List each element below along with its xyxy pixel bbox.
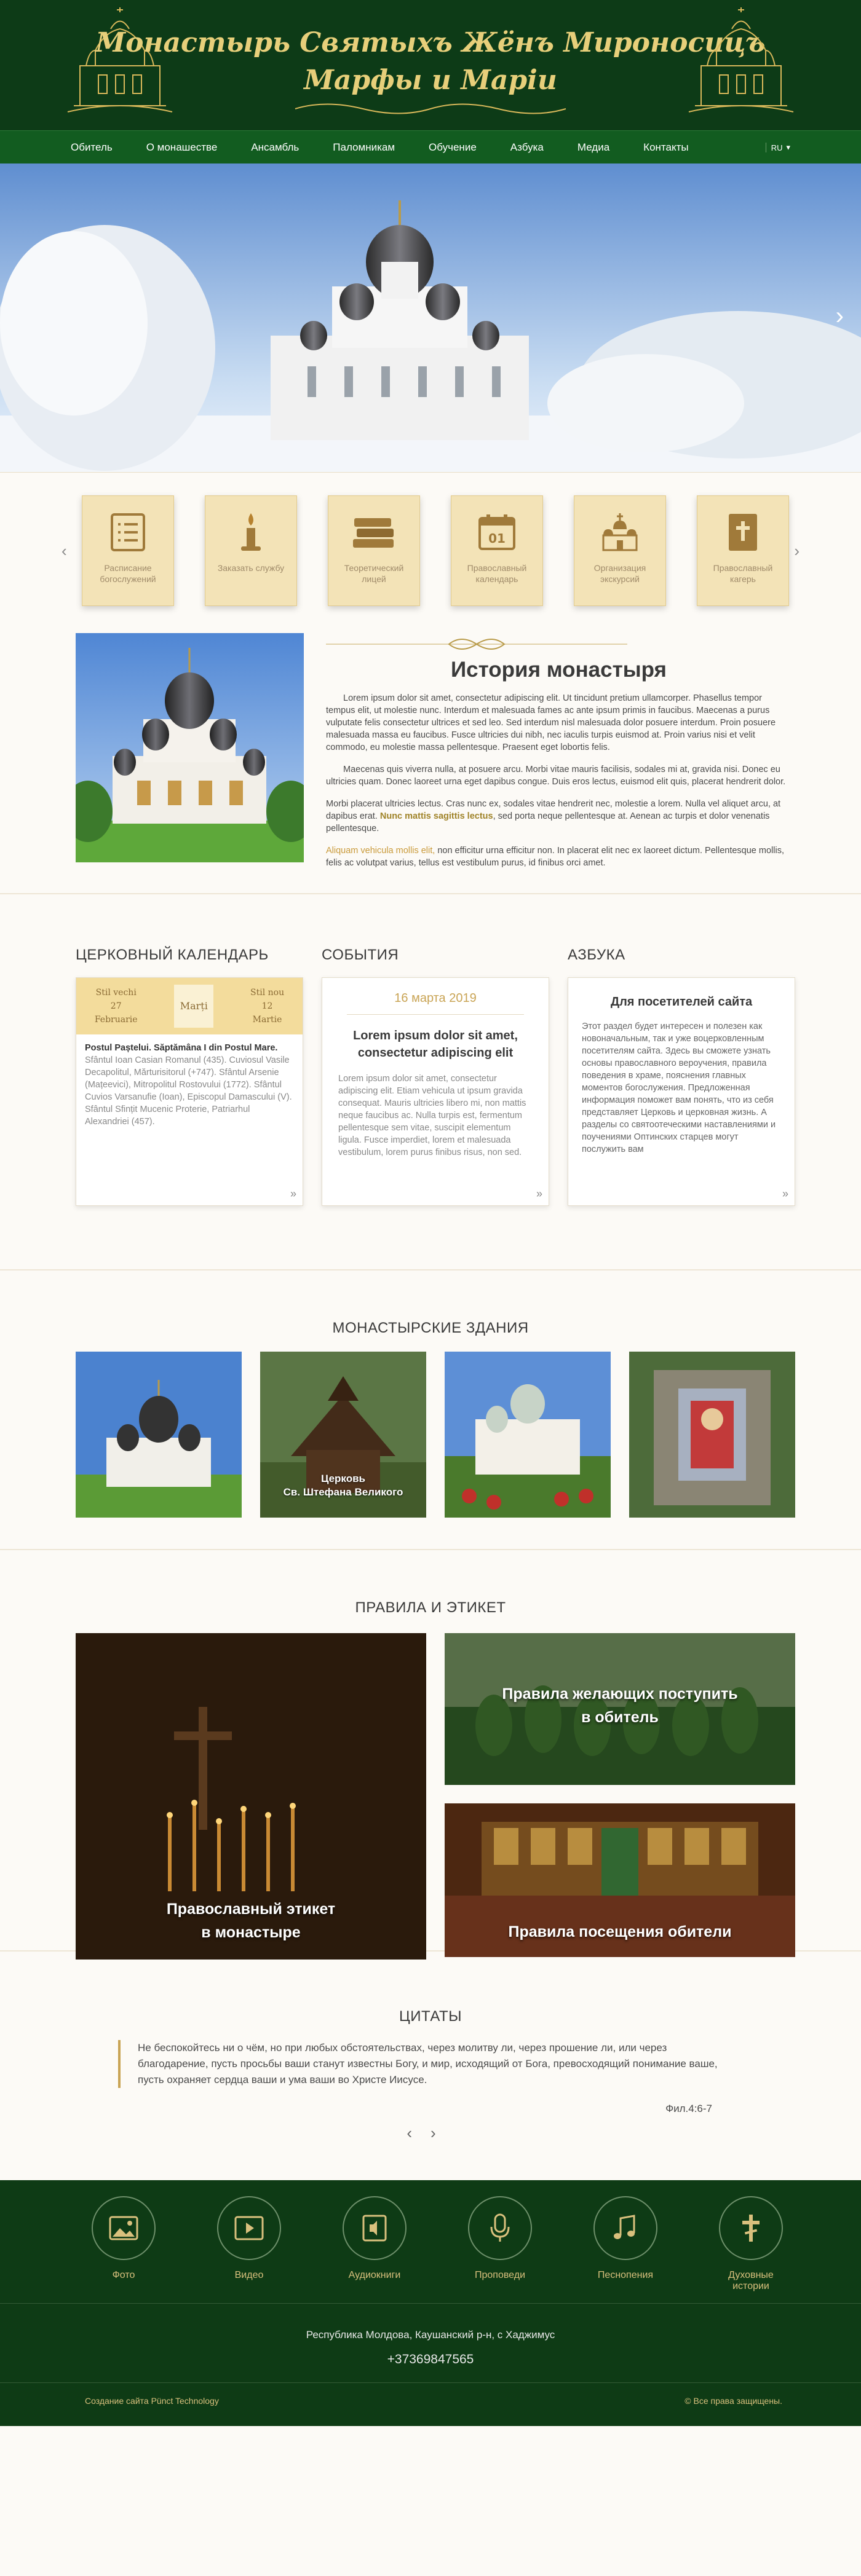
- calendar-old-label: Stil vechi: [95, 988, 137, 998]
- calendar-old-number: 27: [110, 1001, 122, 1011]
- rules-card-etiquette-line2: в монастыре: [201, 1924, 301, 1941]
- main-nav: [0, 130, 861, 163]
- history-text: [326, 633, 792, 869]
- event-card[interactable]: [322, 977, 549, 1206]
- media-label: Проповеди: [475, 2270, 525, 2280]
- services-prev-arrow-icon[interactable]: ‹: [62, 542, 67, 560]
- candle-icon: [239, 512, 263, 553]
- nav-item-contacts[interactable]: Контакты: [643, 141, 689, 153]
- video-icon: [233, 2212, 265, 2244]
- azbuka-text: Этот раздел будет интересен и полезен как новоначальным, так и уже воцерковленным посетителям сайта. Здесь вы сможете узнать основы православного вероучения, правила поведения в храме, пояснения главных моментов богослужения. Предложенная информация поможет вам понять, что из себя представляет Церковь и церковная жизнь. А разделы со святоотеческими наставлениями и поучениями Оптинских старцев могут послужить вам: [582, 1022, 776, 1154]
- history-paragraph-1: Lorem ipsum dolor sit amet, consectetur adipiscing elit. Ut tincidunt pretium ullamcorper. Phasellus tempor tempus elit, ut molestie nunc. Interdum et malesuada fames ac ante ipsum primis in faucibus. Maecenas a purus vulputate felis consectetur ultrices et sed leo. Sed interdum nisl malesuada dolor posuere interdum. Proin posuere malesuada massa eu faucibus. Fusce ultricies dui nibh, nec iaculis turpis euismod at. Proin varius nisi et velit commodo, eu molestie massa pellentesque. Praesent eget lobortis felis.: [326, 693, 776, 752]
- azbuka-column: [568, 947, 795, 1200]
- rules-card-admission-line1: Правила желающих поступить: [502, 1685, 738, 1703]
- building-card-white-church[interactable]: [445, 1352, 611, 1518]
- azbuka-card[interactable]: [568, 977, 795, 1206]
- church-icon: [600, 512, 640, 553]
- history-link-1[interactable]: Nunc mattis sagittis lectus: [379, 811, 493, 821]
- service-label: Организация экскурсий: [593, 563, 646, 584]
- service-label: Православный календарь: [467, 563, 527, 584]
- media-spiritual-stories[interactable]: [718, 2196, 784, 2292]
- media-sermons[interactable]: [467, 2196, 533, 2292]
- event-text: Lorem ipsum dolor sit amet, consectetur adipiscing elit. Etiam vehicula ut ipsum gravida consequat. Mauris ultricies libero mi, non mattis neque faucibus ac. Nulla turpis est, fermentum pellentesque sem vitae, suscipit elementum ligula. Fusce imperdiet, lorem et malesuada vestibulum, lorem purus finibus risus, non sed.: [338, 1074, 526, 1157]
- events-title: СОБЫТИЯ: [322, 947, 399, 963]
- service-label: Теоретический лицей: [344, 563, 404, 584]
- language-label: RU: [771, 143, 783, 152]
- history-paragraph-3-text: Morbi placerat ultricies lectus. Cras nunc ex, sodales vitae hendrerit nec, molestie a lorem. Nulla vel aliquet arcu, at dapibus erat.: [326, 799, 781, 821]
- title-flourish: [289, 100, 572, 118]
- nav-item-pilgrims[interactable]: Паломникам: [333, 141, 395, 153]
- site-footer: [0, 2180, 861, 2426]
- calendar-new-month: Martie: [252, 1015, 282, 1025]
- footer-credit[interactable]: Создание сайта Pünct Technology: [85, 2396, 219, 2406]
- nav-item-azbuka[interactable]: Азбука: [510, 141, 544, 153]
- buildings-section: [0, 1270, 861, 1550]
- language-selector[interactable]: [766, 143, 790, 152]
- calendar-old-style: [95, 986, 138, 1026]
- history-ornament: [326, 633, 627, 655]
- events-column: [322, 947, 549, 1200]
- calendar-old-month: Februarie: [94, 1015, 138, 1025]
- books-icon: [352, 516, 396, 549]
- rules-card-etiquette-line1: Православный этикет: [166, 1900, 336, 1918]
- history-section: [0, 633, 861, 868]
- quote-next-arrow-icon[interactable]: ›: [430, 2124, 454, 2142]
- quote-source: Фил.4:6-7: [665, 2103, 712, 2114]
- info-columns: [0, 894, 861, 1270]
- calendar-new-label: Stil nou: [250, 988, 285, 998]
- azbuka-title: АЗБУКА: [568, 947, 625, 963]
- nav-item-education[interactable]: Обучение: [429, 141, 477, 153]
- services-next-arrow-icon[interactable]: ›: [794, 542, 800, 560]
- rules-card-admission[interactable]: [445, 1633, 795, 1785]
- event-divider: [347, 1014, 524, 1015]
- history-title: История монастыря: [451, 658, 667, 682]
- bible-icon: [728, 513, 758, 552]
- svg-text:01: 01: [488, 531, 506, 546]
- service-label: Заказать службу: [217, 563, 285, 573]
- hero-slider: [0, 163, 861, 472]
- calendar-more-icon[interactable]: »: [290, 1188, 296, 1200]
- footer-copyright: © Все права защищены.: [684, 2396, 782, 2406]
- site-header: [0, 0, 861, 130]
- cross-icon: [735, 2212, 767, 2244]
- event-more-icon[interactable]: »: [536, 1188, 542, 1200]
- monastery-logo-right[interactable]: [683, 7, 800, 118]
- calendar-icon: [478, 513, 516, 551]
- rules-card-admission-line2: в обитель: [581, 1709, 659, 1726]
- rules-title: ПРАВИЛА И ЭТИКЕТ: [355, 1599, 506, 1616]
- hero-image-winter-monastery: [0, 163, 861, 472]
- history-link-2[interactable]: Aliquam vehicula mollis elit,: [326, 846, 435, 856]
- nav-item-ensemble[interactable]: Ансамбль: [251, 141, 300, 153]
- site-title-line2: Марфы и Маріи: [304, 65, 557, 96]
- nav-item-monasticism[interactable]: О монашестве: [146, 141, 218, 153]
- media-label: Аудиокниги: [348, 2270, 401, 2280]
- calendar-new-number: 12: [261, 1001, 273, 1011]
- quote-text: Не беспокойтесь ни о чём, но при любых обстоятельствах, через молитву ли, через прошение ли, или через благодарение, пусть просьбы ваши станут известны Богу, и мир, исходящий от Бога, превосходящий понимание ваше, пусть охраняет сердца ваши и ума ваши во Христе Иисусе.: [118, 2040, 733, 2088]
- rules-card-visiting-caption: Правила посещения обители: [508, 1923, 732, 1940]
- service-card-calendar[interactable]: [451, 495, 543, 606]
- media-label: Духовные истории: [728, 2270, 774, 2291]
- building-card-shrine[interactable]: [629, 1352, 795, 1518]
- site-title-line1: Монастырь Святыхъ Жёнъ Мироносицъ: [95, 27, 766, 58]
- service-card-camp[interactable]: [697, 495, 789, 606]
- rules-card-admission-caption: [445, 1682, 795, 1729]
- rules-card-visiting[interactable]: [445, 1803, 795, 1957]
- event-date: 16 марта 2019: [394, 991, 477, 1005]
- quotes-title: ЦИТАТЫ: [399, 2008, 462, 2025]
- history-image: [76, 633, 304, 862]
- service-card-schedule[interactable]: [82, 495, 174, 606]
- building-caption: [260, 1472, 426, 1499]
- music-note-icon: [609, 2212, 641, 2244]
- history-paragraph-2: Maecenas quis viverra nulla, at posuere arcu. Morbi vitae mauris facilisis, sodales mi at, gravida nisi. Donec eu ultricies quam. Donec laoreet urna eget dapibus congue. Duis eros lectus, euismod elit quis, placerat hendrerit dolor.: [326, 765, 786, 787]
- media-chants[interactable]: [593, 2196, 658, 2292]
- media-audiobooks[interactable]: [342, 2196, 407, 2292]
- media-label: Песнопения: [597, 2270, 654, 2280]
- quote-prev-arrow-icon[interactable]: ‹: [407, 2124, 430, 2142]
- buildings-title: МОНАСТЫРСКИЕ ЗДАНИЯ: [332, 1320, 529, 1336]
- footer-phone[interactable]: +37369847565: [387, 2352, 474, 2366]
- media-photo[interactable]: [91, 2196, 156, 2292]
- nav-item-media[interactable]: Медиа: [577, 141, 610, 153]
- services-carousel: [0, 472, 861, 633]
- building-caption-line2: Св. Штефана Великого: [283, 1486, 403, 1498]
- history-paragraph-3: [326, 798, 792, 835]
- media-label: Видео: [234, 2270, 264, 2280]
- service-label: Православный кагерь: [713, 563, 773, 584]
- history-paragraph-4: [326, 845, 792, 869]
- history-paragraph-3-rest: , sed porta neque pellentesque at. Aenean ac turpis et dolor venenatis pellentesque.: [326, 811, 770, 833]
- audiobook-icon: [359, 2212, 391, 2244]
- quote-navigation: [0, 2124, 861, 2143]
- event-heading: Lorem ipsum dolor sit amet, consectetur adipiscing elit: [353, 1029, 518, 1060]
- hero-next-arrow-icon[interactable]: ›: [835, 302, 844, 329]
- microphone-icon: [484, 2212, 516, 2244]
- calendar-heading: Postul Paștelui. Săptămâna I din Postul Mare.: [85, 1043, 278, 1053]
- service-label: Расписание богослужений: [100, 563, 156, 584]
- calendar-title: ЦЕРКОВНЫЙ КАЛЕНДАРЬ: [76, 947, 269, 963]
- azbuka-more-icon[interactable]: »: [782, 1188, 788, 1200]
- service-card-order[interactable]: [205, 495, 297, 606]
- media-label: Фото: [112, 2270, 135, 2280]
- media-video[interactable]: [216, 2196, 282, 2292]
- building-caption-line1: Церковь: [320, 1473, 366, 1484]
- calendar-weekday: Marți: [174, 985, 213, 1028]
- calendar-column: [76, 947, 303, 1200]
- history-paragraph-4-text: non efficitur urna efficitur non. In placerat elit nec ex laoreet dictum. Pellentesque mollis, felis ac volutpat varius, tellus est vestibulum purus, id finibus orci amet.: [326, 846, 784, 868]
- rules-card-etiquette[interactable]: [76, 1633, 426, 1960]
- calendar-text: Sfântul Ioan Casian Romanul (435). Cuviosul Vasile Decapolitul, Mărturisitorul (+747). Sfântul Arsenie (Mațeevici), Mitropolitul Rostovului (1772). Sfântul Cuvios Varsanufie (Ioan), Episcopul Damascului (V). Sfântul Sfințit Mucenic Proterie, Patriarhul Alexandriei (457).: [85, 1055, 292, 1127]
- service-card-excursions[interactable]: [574, 495, 666, 606]
- building-card-stefan-church[interactable]: [260, 1352, 426, 1518]
- photo-icon: [108, 2212, 140, 2244]
- azbuka-heading: Для посетителей сайта: [610, 995, 753, 1009]
- schedule-icon: [109, 512, 146, 553]
- calendar-card[interactable]: [76, 977, 303, 1206]
- chevron-down-icon: ▾: [786, 143, 790, 152]
- service-card-lyceum[interactable]: [328, 495, 420, 606]
- nav-item-obitel[interactable]: Обитель: [71, 141, 113, 153]
- calendar-new-style: [250, 986, 284, 1026]
- footer-divider: [0, 2303, 861, 2304]
- building-card-cathedral[interactable]: [76, 1352, 242, 1518]
- footer-address: Республика Молдова, Каушанский р-н, с Хаджимус: [306, 2329, 555, 2341]
- rules-card-etiquette-caption: [76, 1897, 426, 1944]
- rules-section: [0, 1550, 861, 1952]
- footer-divider-bottom: [0, 2382, 861, 2383]
- quotes-section: [0, 1952, 861, 2180]
